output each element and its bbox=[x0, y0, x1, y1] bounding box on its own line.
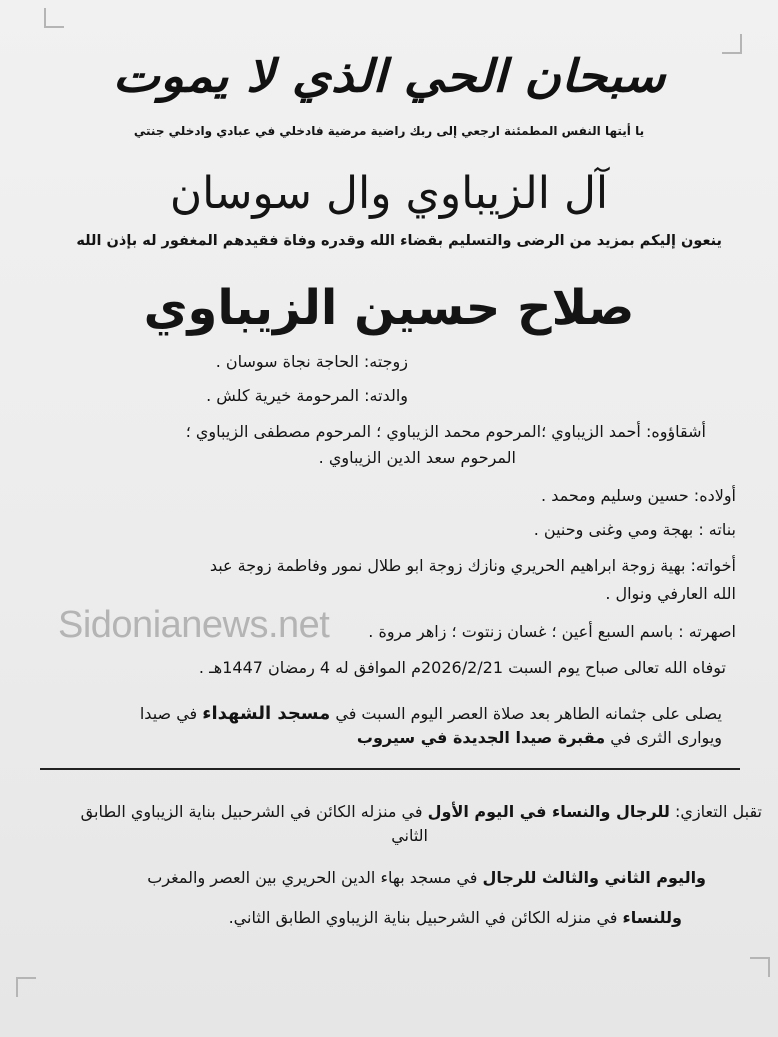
sons-line: أولاده: حسين وسليم ومحمد . bbox=[541, 486, 736, 505]
site-watermark: Sidonianews.net bbox=[58, 604, 330, 646]
wife-line: زوجته: الحاجة نجاة سوسان . bbox=[215, 352, 408, 371]
prayer-text: يصلى على جثمانه الطاهر بعد صلاة العصر اليوم السبت في bbox=[335, 704, 722, 723]
condolences-day1-rest: في منزله الكائن في الشرحبيل بناية الزيباوي الطابق bbox=[80, 802, 423, 821]
condolences-day1-bold: للرجال والنساء في اليوم الأول bbox=[427, 802, 670, 821]
mother-line: والدته: المرحومة خيرية كلش . bbox=[206, 386, 408, 405]
brothers-line-2: المرحوم سعد الدين الزيباوي . bbox=[318, 448, 516, 467]
brothers-line-1: أشقاؤوه: أحمد الزيباوي ؛المرحوم محمد الزيباوي ؛ المرحوم مصطفى الزيباوي ؛ bbox=[185, 422, 706, 441]
burial-place: مقبرة صيدا الجديدة في سيروب bbox=[356, 728, 606, 747]
calligraphy-header: سبحان الحي الذي لا يموت bbox=[112, 48, 666, 103]
condolences-day1 bbox=[81, 800, 762, 825]
condolences-women bbox=[229, 906, 682, 931]
intro-text: ينعون إليكم بمزيد من الرضى والتسليم بقضاء الله وقدره وفاة فقيدهم المغفور له بإذن الله bbox=[76, 233, 722, 249]
condolences-women-bold: وللنساء bbox=[622, 908, 682, 927]
condolences-label: تقبل التعازي: bbox=[675, 802, 762, 821]
burial-prefix: ويوارى الثرى في bbox=[610, 728, 722, 747]
divider bbox=[40, 768, 740, 770]
condolences-day23-rest: في مسجد بهاء الدين الحريري بين العصر والمغرب bbox=[147, 868, 478, 887]
condolences-women-rest: في منزله الكائن في الشرحبيل بناية الزيباوي الطابق الثاني. bbox=[228, 908, 618, 927]
burial-line bbox=[357, 726, 722, 751]
crop-mark bbox=[44, 8, 64, 28]
mosque-name: مسجد الشهداء bbox=[202, 703, 331, 724]
prayer-city: في صيدا bbox=[139, 704, 198, 723]
deceased-name: صلاح حسين الزيباوي bbox=[143, 280, 635, 336]
sisters-line-2: الله العارفي ونوال . bbox=[605, 584, 736, 603]
in-laws-line: اصهرته : باسم السبع أعين ؛ غسان زنتوت ؛ زاهر مروة . bbox=[368, 622, 736, 641]
sisters-line-1: أخواته: بهية زوجة ابراهيم الحريري ونازك زوجة ابو طلال نمور وفاطمة زوجة عبد bbox=[209, 556, 736, 575]
prayer-line bbox=[140, 700, 722, 728]
condolences-day1-floor: الثاني bbox=[391, 826, 428, 845]
quran-verse: يا أيتها النفس المطمئنة ارجعي إلى ربك راضية مرضية فادخلي في عبادي وادخلي جنتي bbox=[133, 124, 645, 138]
crop-mark bbox=[750, 957, 770, 977]
death-notice: توفاه الله تعالى صباح يوم السبت 2026/2/21م الموافق له 4 رمضان 1447هـ . bbox=[198, 658, 726, 677]
crop-mark bbox=[16, 977, 36, 997]
condolences-day23-bold: واليوم الثاني والثالث للرجال bbox=[482, 868, 706, 887]
daughters-line: بناته : بهجة ومي وغنى وحنين . bbox=[533, 520, 736, 539]
family-name: آل الزيباوي وال سوسان bbox=[169, 168, 609, 219]
condolences-day23 bbox=[147, 866, 706, 891]
